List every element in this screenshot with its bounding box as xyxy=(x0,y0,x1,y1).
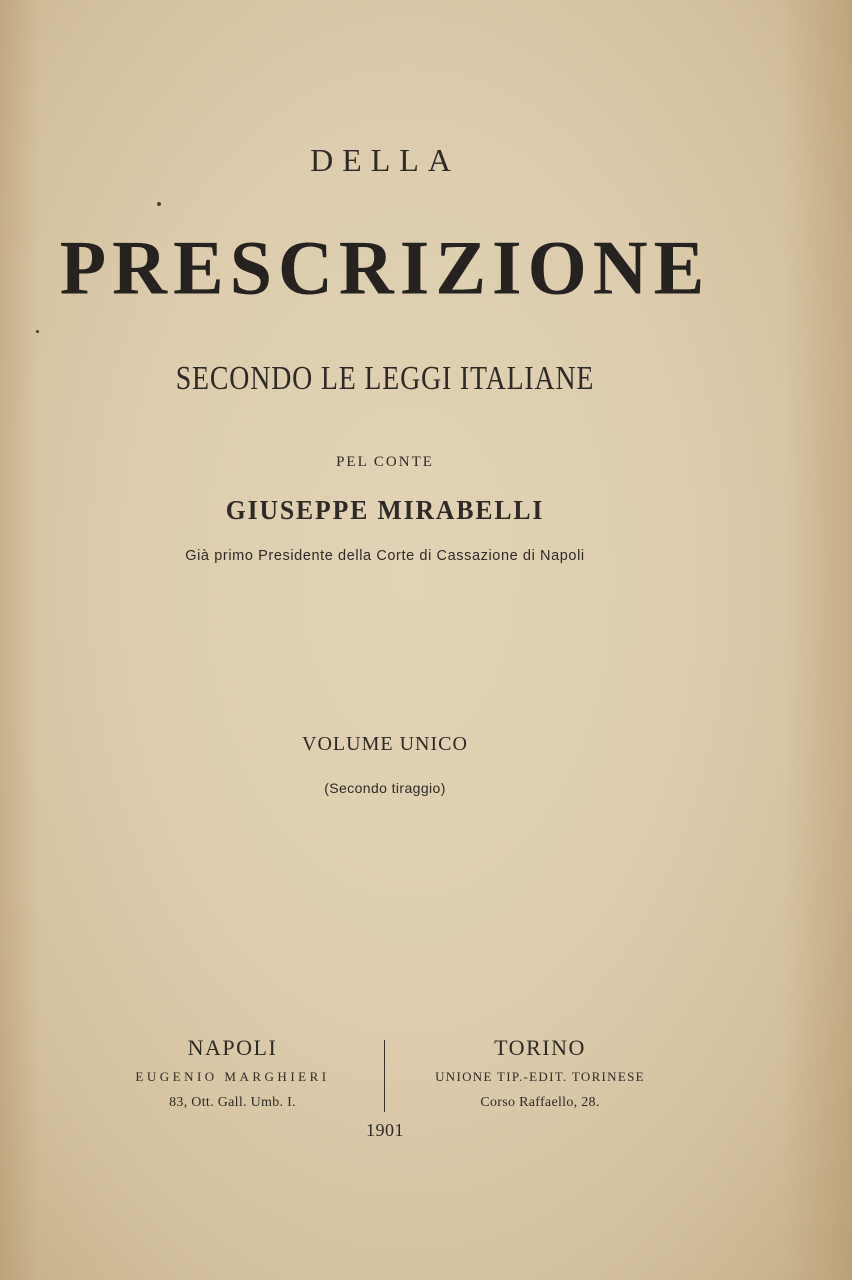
author-name: GIUSEPPE MIRABELLI xyxy=(225,495,545,525)
printing-note: (Secondo tiraggio) xyxy=(324,780,446,796)
imprint-publisher: EUGENIO MARGHIERI xyxy=(135,1069,330,1084)
ink-speck xyxy=(157,202,161,206)
author-role: Già primo Presidente della Corte di Cassazione di Napoli xyxy=(185,548,585,564)
imprint-publisher: UNIONE TIP.-EDIT. TORINESE xyxy=(435,1069,645,1084)
pre-title: DELLA xyxy=(310,142,460,178)
imprint-napoli xyxy=(95,1035,370,1113)
imprint-torino xyxy=(395,1035,685,1113)
volume-label: VOLUME UNICO xyxy=(302,733,468,755)
page-edge-shadow-right xyxy=(782,0,852,1280)
imprint-address: Corso Raffaello, 28. xyxy=(480,1095,600,1110)
imprint-address: 83, Ott. Gall. Umb. I. xyxy=(169,1095,296,1110)
imprint-city: TORINO xyxy=(494,1035,586,1060)
byline: PEL CONTE xyxy=(336,454,434,470)
ink-speck xyxy=(36,330,39,333)
page-edge-shadow-left xyxy=(0,0,40,1280)
publication-year: 1901 xyxy=(366,1120,404,1140)
book-subtitle: SECONDO LE LEGGI ITALIANE xyxy=(175,360,595,397)
book-title: PRESCRIZIONE xyxy=(59,225,711,311)
imprint-divider xyxy=(384,1040,385,1112)
imprint-city: NAPOLI xyxy=(187,1035,278,1060)
